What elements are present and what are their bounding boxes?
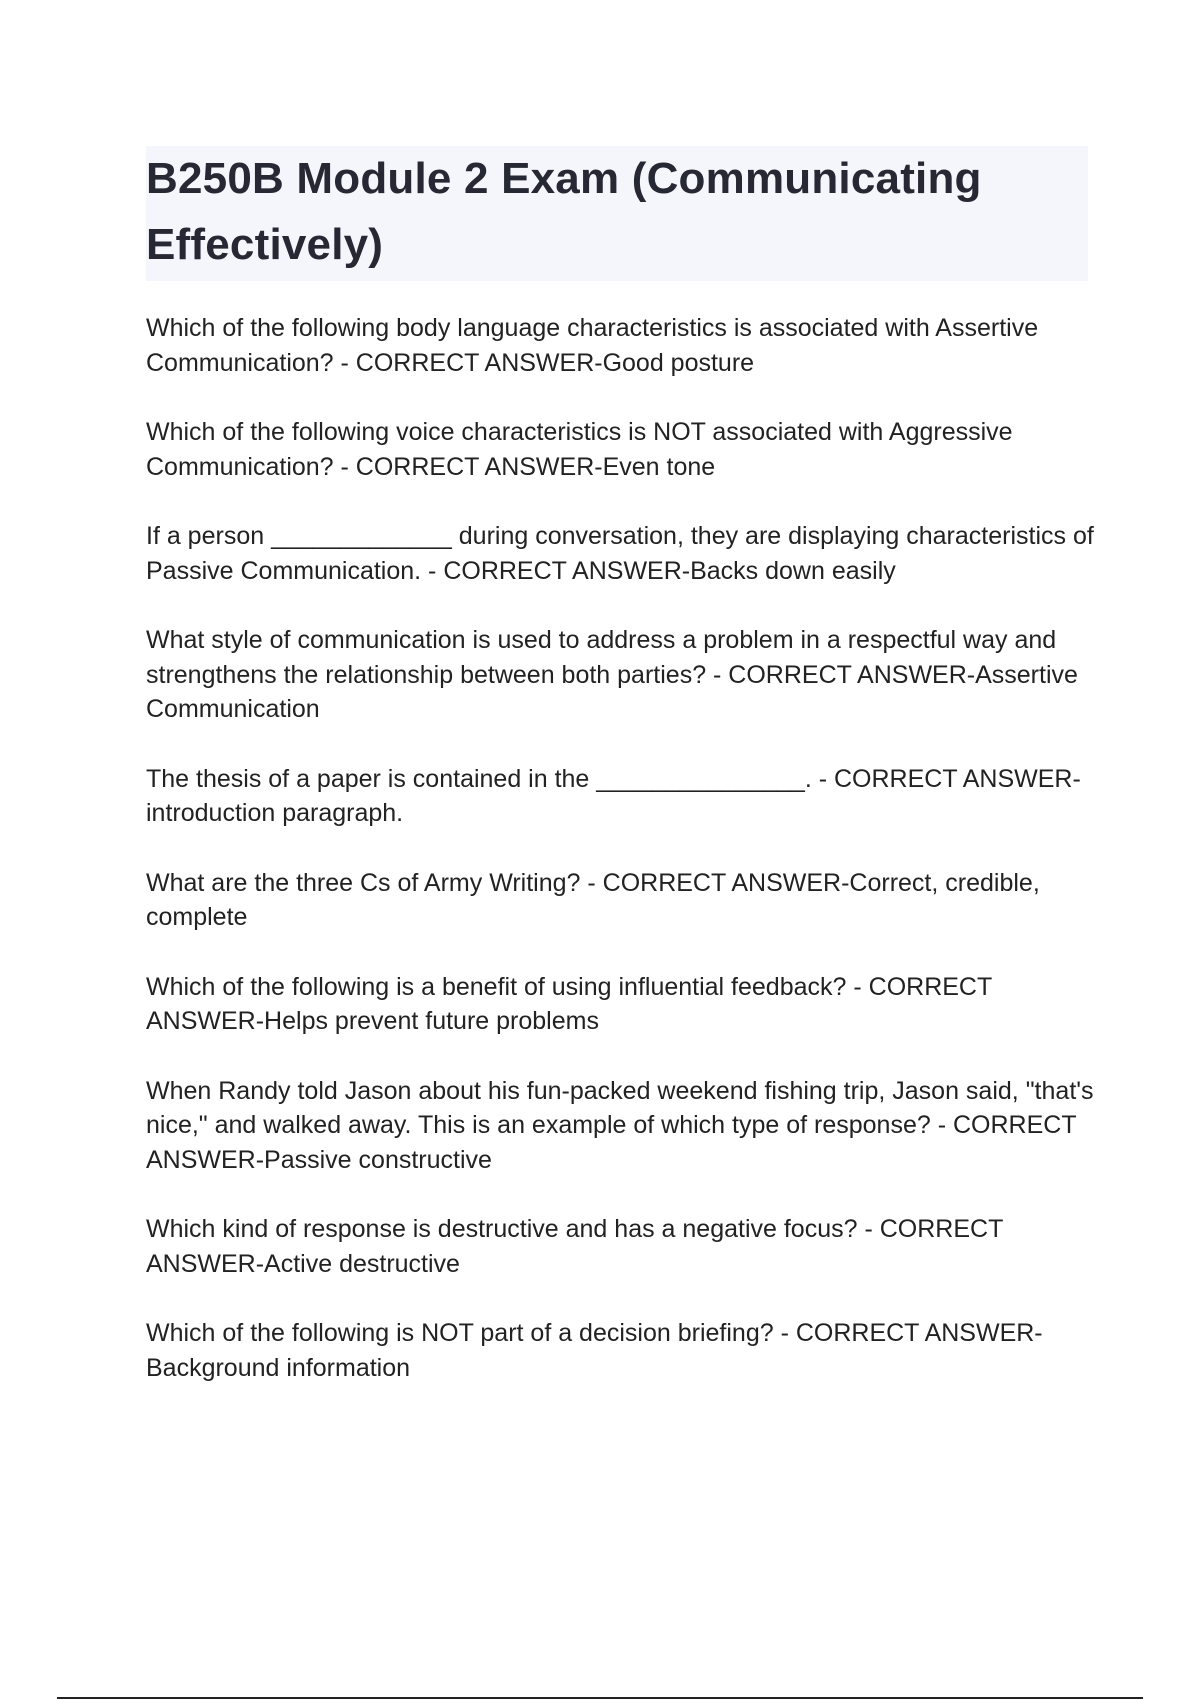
qa-item: If a person _____________ during conversation, they are displaying characteristics of Passive Communication. - CORRECT ANSWER-Backs down easily (146, 522, 1094, 585)
title-banner (146, 146, 1088, 281)
qa-item: Which kind of response is destructive and has a negative focus? - CORRECT ANSWER-Active destructive (146, 1215, 1003, 1278)
qa-item: Which of the following voice characteristics is NOT associated with Aggressive Communication? - CORRECT ANSWER-Even tone (146, 418, 1013, 481)
footer-divider (57, 1697, 1143, 1699)
qa-item: Which of the following is NOT part of a decision briefing? - CORRECT ANSWER-Background information (146, 1319, 1043, 1382)
qa-item: Which of the following body language characteristics is associated with Assertive Communication? - CORRECT ANSWER-Good posture (146, 314, 1039, 377)
question-answer-list (146, 311, 1096, 1420)
page-title: B250B Module 2 Exam (Communicating Effectively) (146, 154, 982, 269)
qa-item: What are the three Cs of Army Writing? - CORRECT ANSWER-Correct, credible, complete (146, 868, 1040, 931)
qa-item: What style of communication is used to address a problem in a respectful way and strengthens the relationship between both parties? - CORRECT ANSWER-Assertive Communication (146, 626, 1078, 723)
qa-item: The thesis of a paper is contained in the _______________. - CORRECT ANSWER-introduction paragraph. (146, 764, 1081, 827)
qa-item: Which of the following is a benefit of using influential feedback? - CORRECT ANSWER-Helps prevent future problems (146, 972, 992, 1035)
qa-item: When Randy told Jason about his fun-packed weekend fishing trip, Jason said, "that's nice," and walked away. This is an example of which type of response? - CORRECT ANSWER-Passive constructive (146, 1076, 1094, 1174)
